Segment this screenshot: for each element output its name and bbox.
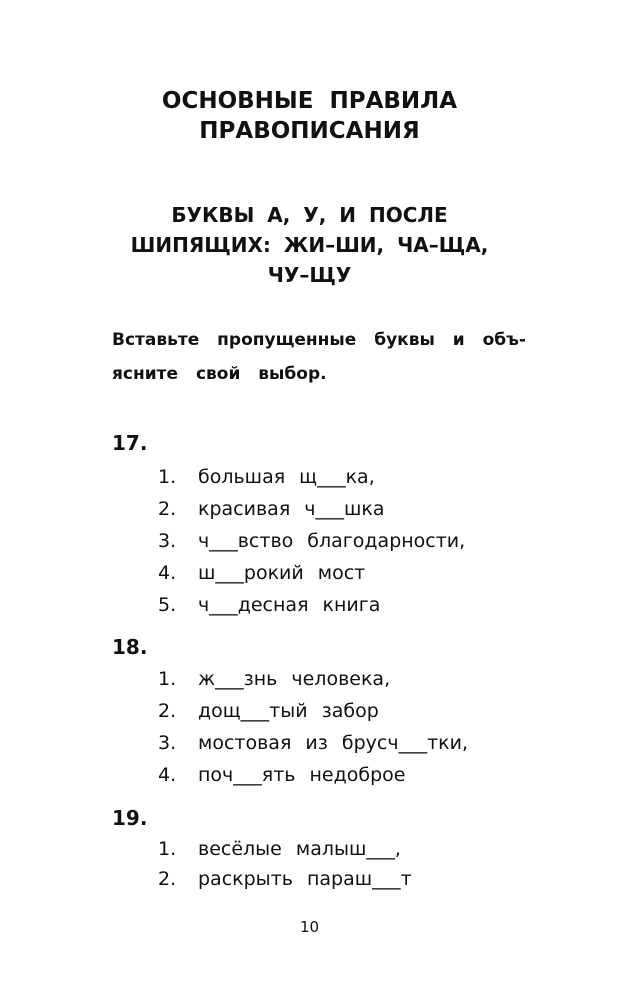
list-item — [158, 868, 412, 890]
item-text: большая щ___ка, — [198, 466, 375, 488]
list-item — [158, 466, 375, 488]
item-text: красивая ч___шка — [198, 498, 385, 520]
item-text: ш___рокий мост — [198, 562, 366, 584]
item-text: мостовая из брусч___тки, — [198, 732, 469, 754]
item-number: 2. — [158, 700, 177, 722]
list-item — [158, 838, 401, 860]
item-text: ч___вство благодарности, — [198, 530, 466, 552]
list-item — [158, 530, 465, 552]
item-number: 1. — [158, 838, 177, 860]
item-number: 2. — [158, 868, 177, 890]
item-text: дощ___тый забор — [198, 700, 379, 722]
list-item — [158, 668, 390, 690]
page-number: 10 — [299, 918, 320, 936]
item-number: 4. — [158, 764, 177, 786]
list-item — [158, 700, 379, 722]
item-text: раскрыть параш___т — [198, 868, 412, 890]
section-title-line-2: ШИПЯЩИХ: ЖИ–ШИ, ЧА–ЩА, — [130, 233, 489, 257]
page-title-line-1: ОСНОВНЫЕ ПРАВИЛА — [161, 88, 458, 114]
instruction-line-1: Вставьте пропущенные буквы и объ- — [112, 330, 526, 350]
item-number: 3. — [158, 530, 177, 552]
list-item — [158, 732, 468, 754]
instruction-line-2: ясните свой выбор. — [112, 364, 327, 384]
item-text: ч___десная книга — [198, 594, 381, 616]
item-number: 5. — [158, 594, 177, 616]
item-text: весёлые малыш___, — [198, 838, 401, 860]
page-title-line-2: ПРАВОПИСАНИЯ — [199, 118, 420, 144]
item-number: 1. — [158, 668, 177, 690]
exercise-number: 17. — [112, 431, 148, 455]
exercise-number: 18. — [112, 635, 148, 659]
section-title-line-3: ЧУ–ЩУ — [267, 263, 352, 287]
list-item — [158, 562, 365, 584]
item-number: 4. — [158, 562, 177, 584]
item-number: 3. — [158, 732, 177, 754]
section-title-line-1: БУКВЫ А, У, И ПОСЛЕ — [171, 203, 448, 227]
list-item — [158, 498, 385, 520]
item-text: ж___знь человека, — [198, 668, 391, 690]
list-item — [158, 764, 405, 786]
exercise-number: 19. — [112, 806, 148, 830]
item-number: 2. — [158, 498, 177, 520]
list-item — [158, 594, 380, 616]
item-number: 1. — [158, 466, 177, 488]
item-text: поч___ять недоброе — [198, 764, 406, 786]
